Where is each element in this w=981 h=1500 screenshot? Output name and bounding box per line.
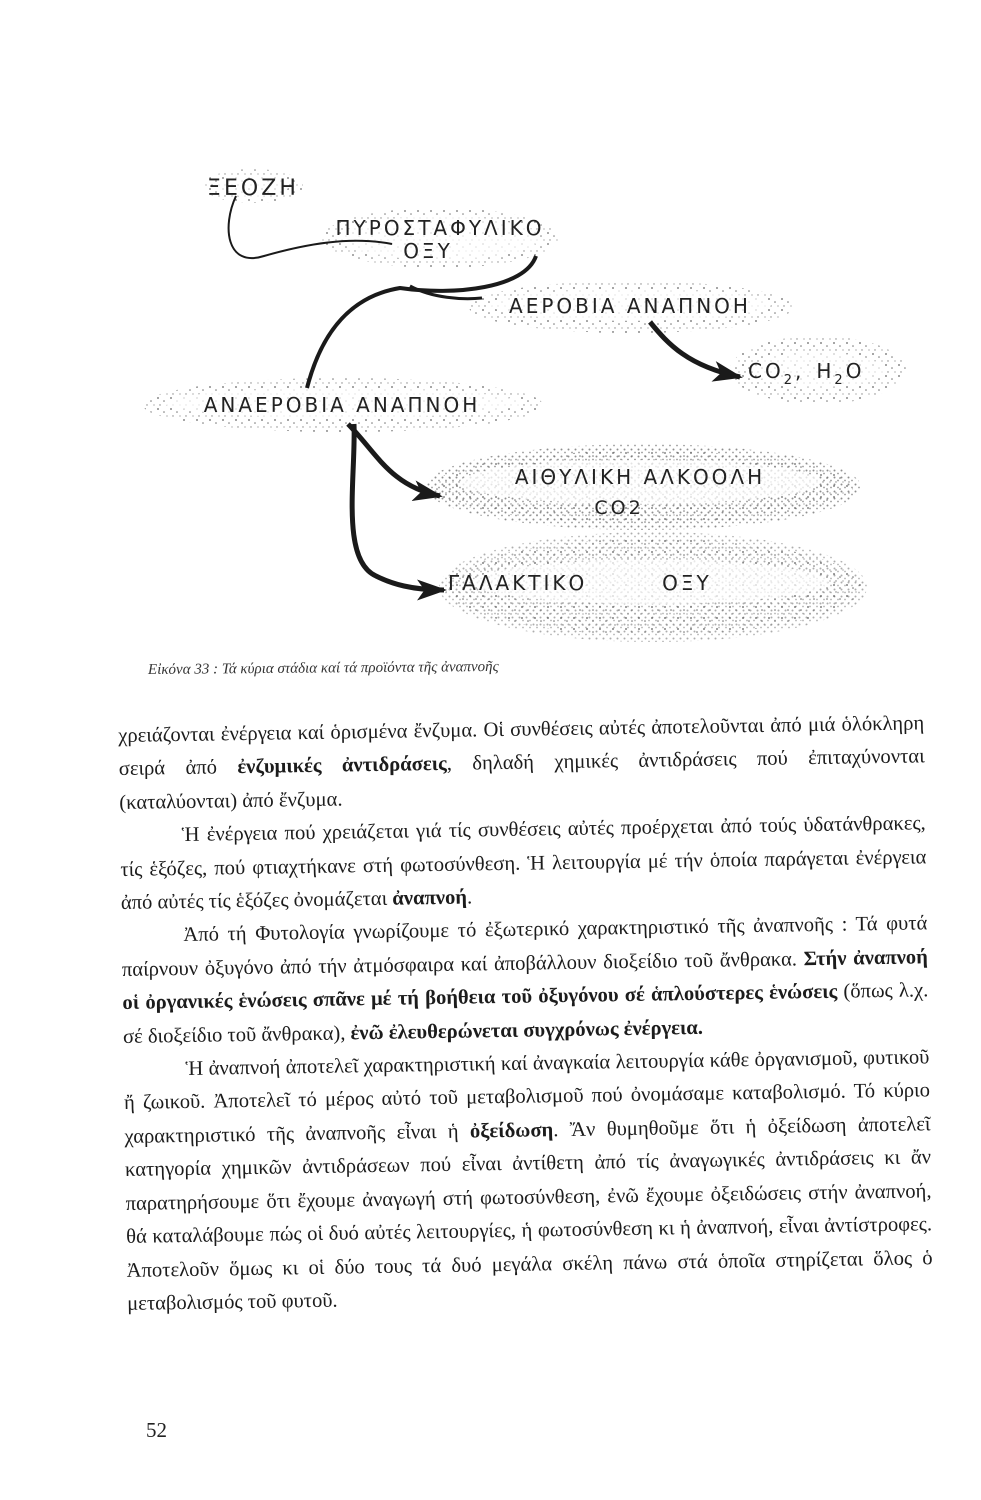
pyruvic-acid-node bbox=[322, 208, 558, 268]
pyruvic-acid-label-line2: ΟΞΥ bbox=[403, 239, 453, 263]
bold-term: ὀξείδωση bbox=[469, 1119, 554, 1143]
anaerobic-respiration-label: ΑΝΑΕΡΟΒΙΑ ΑΝΑΠΝΟΗ bbox=[203, 393, 481, 417]
aerobic-respiration-node bbox=[469, 281, 793, 333]
ethyl-alcohol-label: ΑΙΘΥΛΙΚΗ ΑΛΚΟΟΛΗ bbox=[514, 465, 766, 489]
body-text bbox=[118, 707, 933, 1321]
text-run: . Ἄν θυμηθοῦμε ὅτι ἡ ὀξείδωση ἀποτελεῖ κατηγορία χημικῶν ἀντιδράσεων πού εἶναι ἀντίθετη ἀπό τίς ἀναγωγικές ἀντιδράσεις κι ἄν παρατηρήσουμε ὅτι ἔχουμε ἀναγωγή στή φωτοσύνθεση, ἐνῶ ἔχουμε ὀξειδώσεις στήν ἀναπνοή, θά καταλάβουμε πώς οἱ δυό αὐτές λειτουργίες, ἡ φωτοσύνθεση κι ἡ ἀναπνοή, εἶναι ἀντίστροφες. Ἀποτελοῦν ὅμως κι οἱ δύο τους τά δυό μεγάλα σκέλη πάνω στά ὁποῖα στηρίζεται ὅλος ὁ μεταβολισμός τοῦ φυτοῦ. bbox=[124, 1113, 933, 1315]
text-run: . bbox=[466, 886, 473, 909]
ethyl-alcohol-co2-label: CO2 bbox=[594, 497, 644, 519]
co2-h2o-label: $CO_2$, $H_2O$ bbox=[748, 359, 865, 388]
text-run: Ἀπό τή Φυτολογία γνωρίζουμε τό ἐξωτερικό χαρακτηριστικό τῆς ἀναπνοῆς : Τά φυτά παίρνουν ὀξυγόνο ἀπό τήν ἀτμόσφαιρα καί ἀποβάλλουν διοξείδιο τοῦ ἄνθρακα. bbox=[121, 912, 928, 981]
paragraph-3 bbox=[121, 908, 929, 1054]
page-number: 52 bbox=[146, 1418, 167, 1442]
respiration-diagram bbox=[0, 0, 981, 660]
paragraph-4 bbox=[123, 1041, 933, 1321]
lactic-acid-label: ΓΑΛΑΚΤΙΚΟ ΟΞΥ bbox=[448, 571, 712, 595]
ethyl-alcohol-node bbox=[425, 444, 861, 530]
paragraph-2 bbox=[120, 808, 927, 921]
co2-h2o-node bbox=[730, 336, 906, 404]
hexoses-node bbox=[203, 169, 303, 203]
anaerobic-respiration-node bbox=[143, 378, 543, 432]
lactic-acid-node bbox=[439, 532, 867, 642]
text-run: Ἡ ἀναπνοή ἀποτελεῖ χαρακτηριστική καί ἀναγκαία λειτουργία κάθε ὀργανισμοῦ, φυτικοῦ ἤ ζωικοῦ. Ἀποτελεῖ τό μέρος αὐτό τοῦ μεταβολισμοῦ πού ὀνομάσαμε καταβολισμό. Τό κύριο χαρακτηριστικό τῆς ἀναπνοῆς εἶναι ἡ bbox=[123, 1046, 931, 1148]
figure-caption: Εἰκόνα 33 : Τά κύρια στάδια καί τά προϊόντα τῆς ἀναπνοῆς bbox=[147, 658, 499, 678]
text-run: χρειάζονται ἐνέργεια καί ὁρισμένα ἔνζυμα. Οἱ συνθέσεις αὐτές ἀποτελοῦνται ἀπό μιά ὁλόκληρη σειρά ἀπό bbox=[118, 712, 925, 781]
pyruvic-acid-label-line1: ΠΥΡΟΣΤΑΦΥΛΙΚΟ bbox=[335, 216, 545, 240]
anaerobic-to-lactic-arrow bbox=[352, 424, 444, 590]
bold-term: Στήν ἀναπνοή οἱ ὀργανικές ἑνώσεις σπᾶνε μέ τή βοήθεια τοῦ ὀξυγόνου σέ ἁπλούστερες ἑνώσεις bbox=[122, 946, 928, 1015]
paragraph-1 bbox=[118, 707, 925, 820]
bold-term: ἐνζυμικές ἀντιδράσεις bbox=[237, 753, 447, 779]
aerobic-respiration-label: ΑΕΡΟΒΙΑ ΑΝΑΠΝΟΗ bbox=[509, 294, 751, 318]
text-run: Ἡ ἐνέργεια πού χρειάζεται γιά τίς συνθέσεις αὐτές προέρχεται ἀπό τούς ὑδατάνθρακες, τίς ἑξόζες, πού φτιαχτήκανε στή φωτοσύνθεση. Ἡ λειτουργία μέ τήν ὁποία παράγεται ἐνέργεια ἀπό αὐτές τίς ἑξόζες ὀνομάζεται bbox=[120, 812, 927, 915]
hexoses-label: ΞΕΟΖΗ bbox=[207, 176, 299, 201]
bold-term: ἀναπνοή bbox=[392, 886, 468, 910]
text-run: , δηλαδή χημικές ἀντιδράσεις πού ἐπιταχύνονται (καταλύονται) ἀπό ἔνζυμα. bbox=[119, 745, 925, 814]
bold-term: ἐνῶ ἐλευθερώνεται συγχρόνως ἐνέργεια. bbox=[350, 1016, 704, 1045]
text-run: (ὅπως λ.χ. σέ διοξείδιο τοῦ ἄνθρακα), bbox=[122, 979, 929, 1048]
